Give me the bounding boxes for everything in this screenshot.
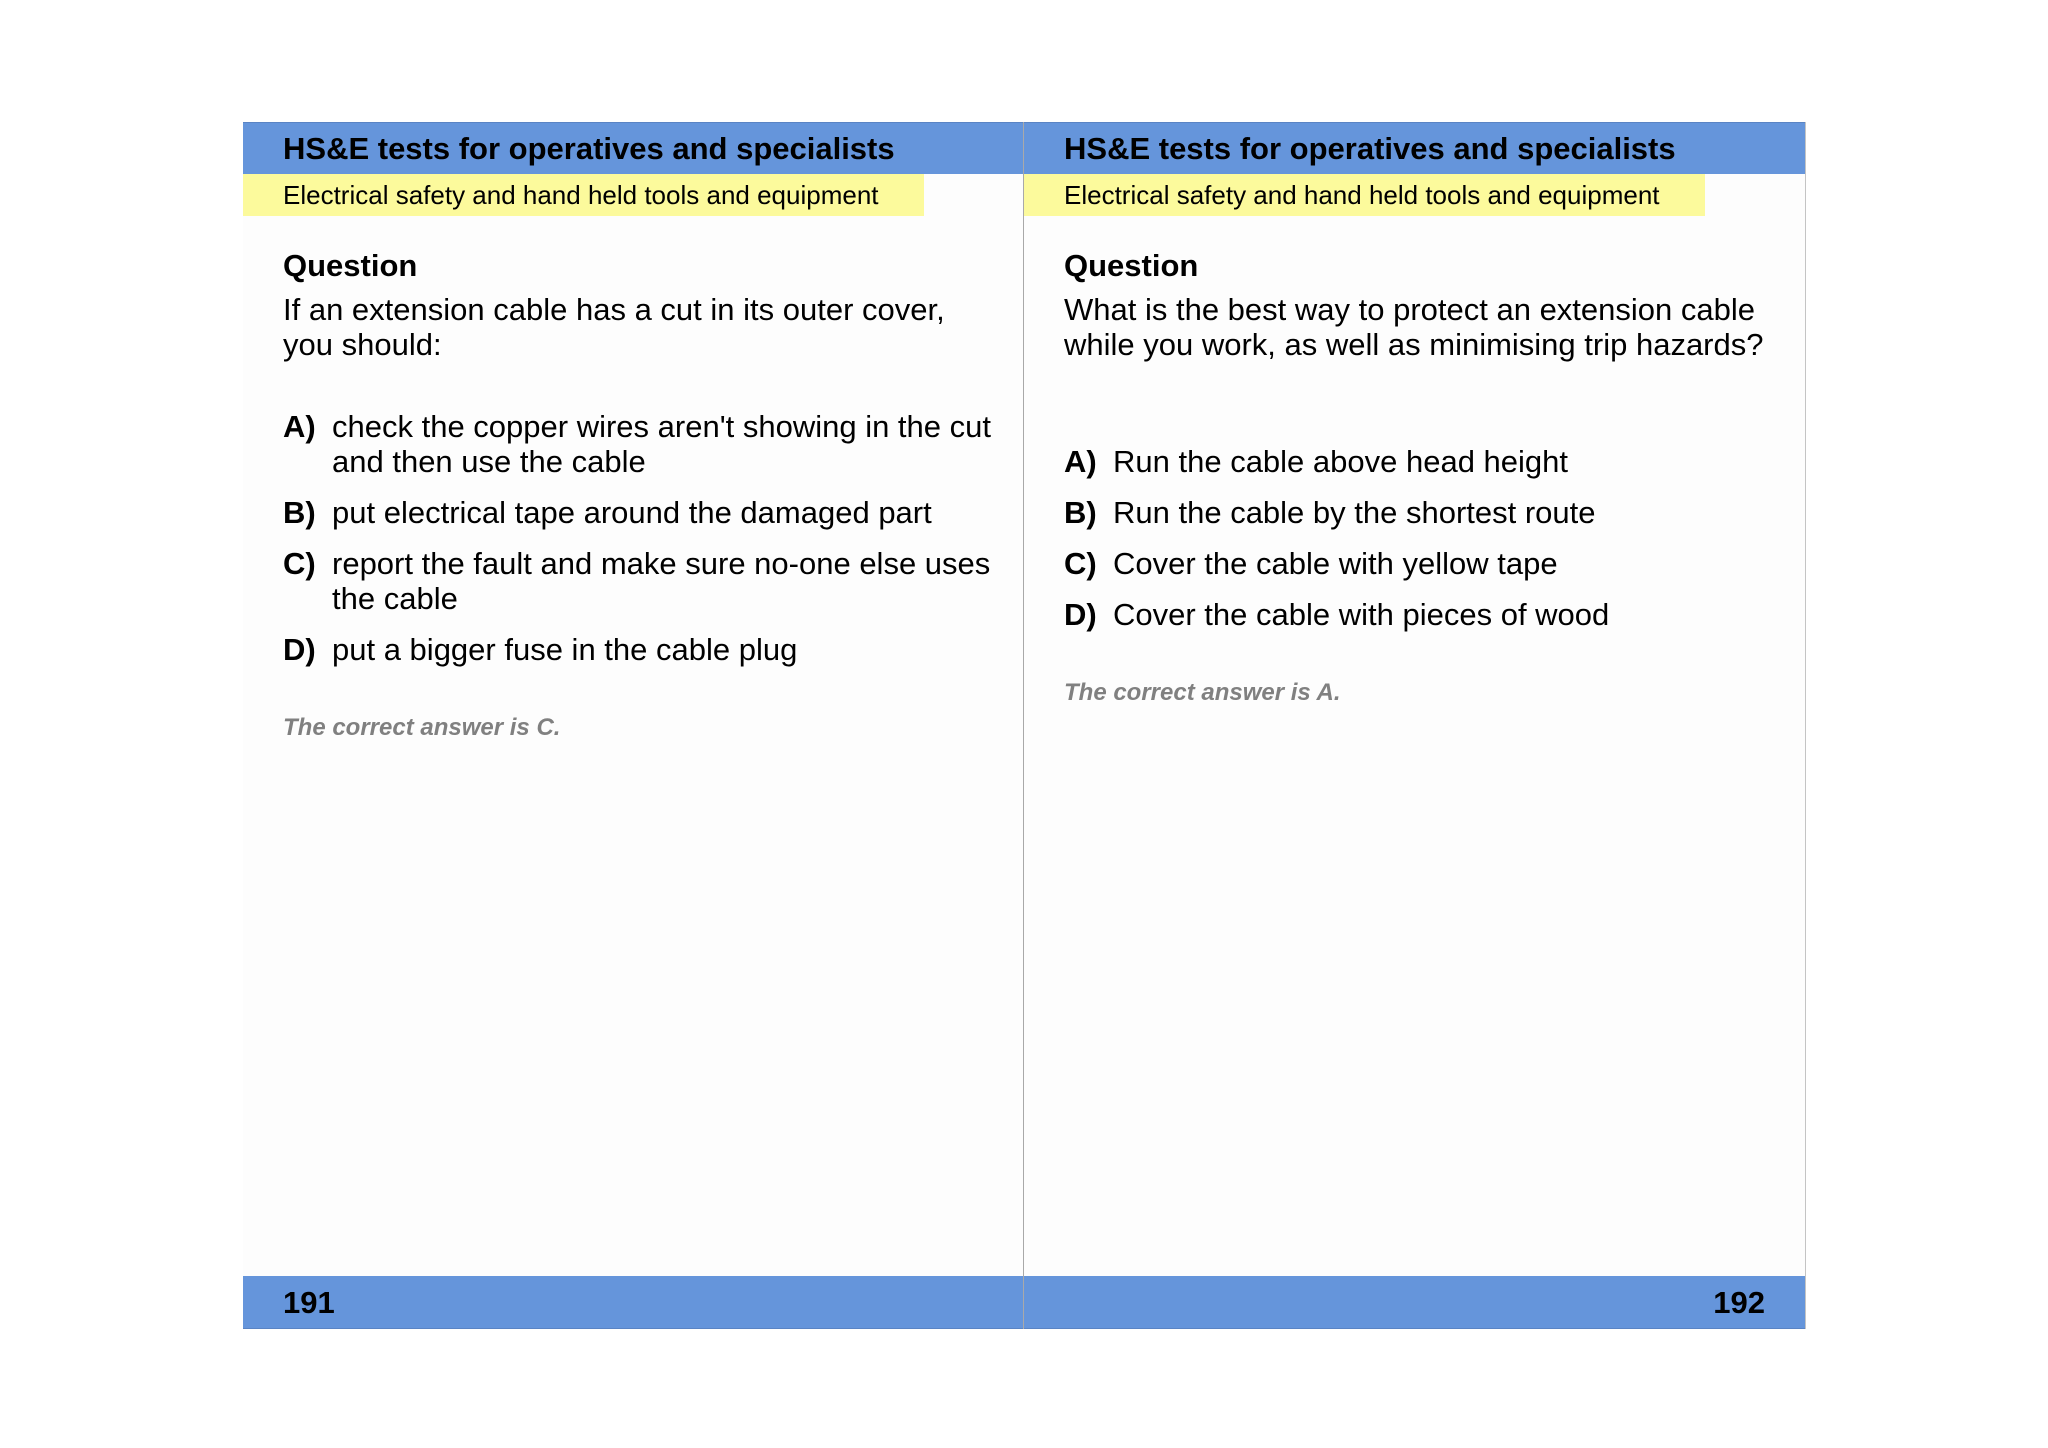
option-letter: B)	[283, 495, 316, 530]
answer-options	[1064, 444, 1776, 648]
page-header	[1024, 122, 1805, 174]
option-text: put electrical tape around the damaged part	[332, 495, 932, 530]
right-page	[1024, 122, 1806, 1329]
option-text: Run the cable by the shortest route	[1113, 495, 1596, 530]
option-text: Run the cable above head height	[1113, 444, 1569, 479]
option-letter: D)	[1064, 597, 1097, 632]
option-letter: C)	[283, 546, 316, 581]
question-text: What is the best way to protect an extension cable while you work, as well as minimising trip hazards?	[1064, 292, 1764, 362]
page-number: 191	[283, 1285, 335, 1320]
correct-answer: The correct answer is A.	[1064, 679, 1341, 706]
page-header	[243, 122, 1023, 174]
page-number: 192	[1713, 1285, 1765, 1320]
option-text: check the copper wires aren't showing in the cut and then use the cable	[332, 409, 991, 479]
option-b	[283, 495, 995, 530]
correct-answer: The correct answer is C.	[283, 714, 561, 741]
option-letter: C)	[1064, 546, 1097, 581]
option-text: put a bigger fuse in the cable plug	[332, 632, 798, 667]
option-letter: B)	[1064, 495, 1097, 530]
page-footer	[1024, 1276, 1805, 1329]
header-title: HS&E tests for operatives and specialists	[283, 131, 895, 166]
section-subheader	[1024, 174, 1705, 216]
question-label: Question	[1064, 248, 1199, 283]
option-d	[1064, 597, 1776, 632]
option-c	[283, 546, 995, 616]
question-text: If an extension cable has a cut in its outer cover, you should:	[283, 292, 945, 362]
option-text: Cover the cable with pieces of wood	[1113, 597, 1610, 632]
subheader-text: Electrical safety and hand held tools and equipment	[283, 180, 879, 210]
section-subheader	[243, 174, 924, 216]
option-d	[283, 632, 995, 667]
page-footer	[243, 1276, 1023, 1329]
option-text: Cover the cable with yellow tape	[1113, 546, 1558, 581]
option-c	[1064, 546, 1776, 581]
option-b	[1064, 495, 1776, 530]
option-letter: D)	[283, 632, 316, 667]
header-title: HS&E tests for operatives and specialists	[1064, 131, 1676, 166]
answer-options	[283, 409, 995, 683]
option-letter: A)	[1064, 444, 1097, 479]
option-a	[1064, 444, 1776, 479]
left-page	[243, 122, 1024, 1329]
option-letter: A)	[283, 409, 316, 444]
book-spread	[243, 122, 1806, 1329]
question-label: Question	[283, 248, 418, 283]
option-a	[283, 409, 995, 479]
subheader-text: Electrical safety and hand held tools and equipment	[1064, 180, 1660, 210]
option-text: report the fault and make sure no-one else uses the cable	[332, 546, 991, 616]
